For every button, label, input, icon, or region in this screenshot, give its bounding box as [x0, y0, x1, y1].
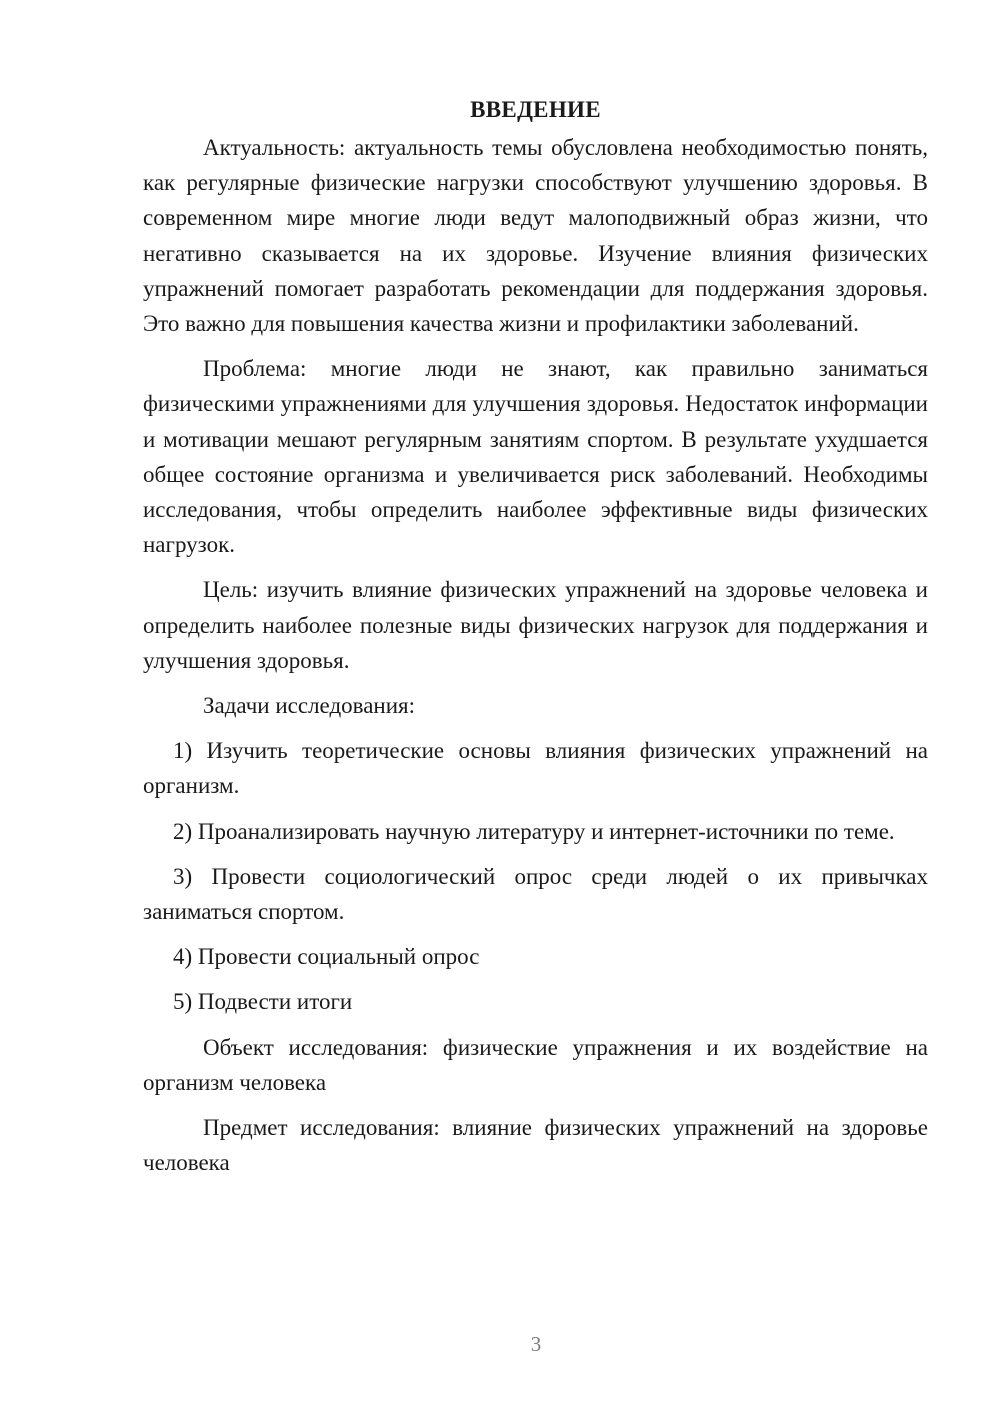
- paragraph-research-subject: Предмет исследования: влияние физических упражнений на здоровье человека: [143, 1115, 928, 1176]
- paragraph-research-object: Объект исследования: физические упражнения и их воздействие на организм человека: [143, 1034, 928, 1095]
- paragraph-problem: Проблема: многие люди не знают, как правильно заниматься физическими упражнениями для улучшения здоровья. Недостаток информации и мотивации мешают регулярным занятиям спортом. В результате ухудшается общее состояние организма и увеличивается риск заболеваний. Необходимы исследования, чтобы определить наиболее эффективные виды физических нагрузок.: [143, 356, 928, 558]
- paragraph-goal: Цель: изучить влияние физических упражнений на здоровье человека и определить наиболее полезные виды физических нагрузок для поддержания и улучшения здоровья.: [143, 577, 928, 673]
- list-item-task-2: 2) Проанализировать научную литературу и интернет-источники по теме.: [173, 818, 895, 844]
- page-content: [143, 92, 928, 1190]
- list-item-task-4: 4) Провести социальный опрос: [173, 944, 480, 970]
- page-number: 3: [530, 1332, 542, 1356]
- paragraph-relevance: Актуальность: актуальность темы обусловлена необходимостью понять, как регулярные физические нагрузки способствуют улучшению здоровья. В современном мире многие люди ведут малоподвижный образ жизни, что негативно сказывается на их здоровье. Изучение влияния физических упражнений помогает разработать рекомендации для поддержания здоровья. Это важно для повышения качества жизни и профилактики заболеваний.: [143, 135, 928, 337]
- list-item-task-3: 3) Провести социологический опрос среди людей о их привычках заниматься спортом.: [143, 863, 928, 925]
- list-item-task-1: 1) Изучить теоретические основы влияния физических упражнений на организм.: [143, 738, 928, 799]
- list-item-task-5: 5) Подвести итоги: [173, 989, 353, 1015]
- page-title: ВВЕДЕНИЕ: [470, 97, 601, 122]
- tasks-heading: Задачи исследования:: [203, 693, 416, 719]
